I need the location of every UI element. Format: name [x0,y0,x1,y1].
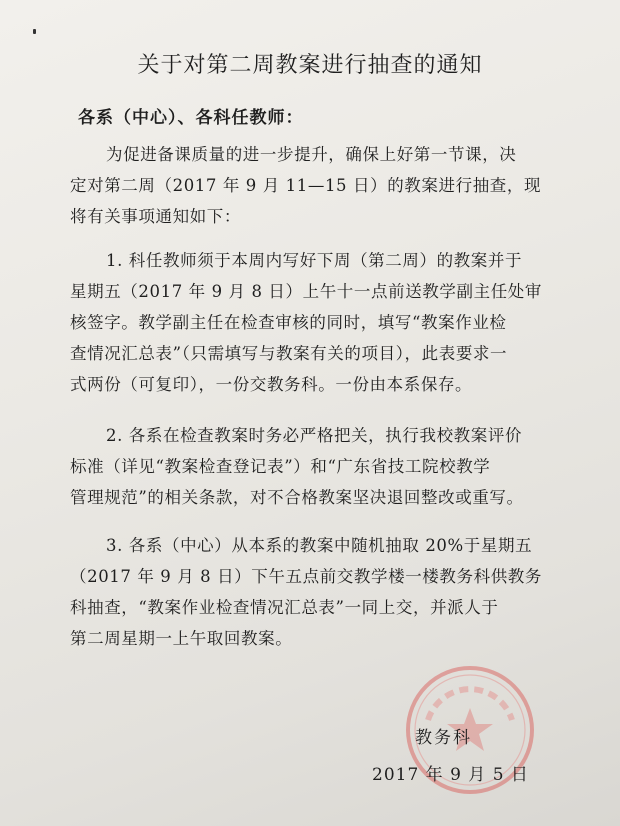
issue-date: 2017 年 9 月 5 日 [372,765,529,785]
item-3-paragraph [70,530,560,654]
item-line: 式两份（可复印），一份交教务科。一份由本系保存。 [70,375,473,394]
item-2-paragraph [70,420,560,513]
intro-paragraph [70,139,560,232]
item-1-paragraph [70,245,560,400]
salutation: 各系（中心）、各科任教师： [78,108,304,128]
item-line: 科抽查，“教案作业检查情况汇总表”一同上交，并派人于 [70,598,499,617]
intro-line: 定对第二周（2017 年 9 月 11—15 日）的教案进行抽查，现 [70,176,542,195]
issuer-signature: 教务科 [415,728,472,748]
item-line: （2017 年 9 月 8 日）下午五点前交教学楼一楼教务科供教务 [70,567,543,586]
item-line: 管理规范”的相关条款，对不合格教案坚决退回整改或重写。 [70,488,524,507]
notice-title: 关于对第二周教案进行抽查的通知 [137,53,483,78]
intro-line: 为促进备课质量的进一步提升，确保上好第一节课，决 [106,145,517,164]
ink-speck [33,29,36,34]
item-line: 查情况汇总表”（只需填写与教案有关的项目），此表要求一 [70,344,508,363]
item-line: 1. 科任教师须于本周内写好下周（第二周）的教案并于 [106,251,523,270]
item-line: 第二周星期一上午取回教案。 [70,629,293,648]
item-line: 星期五（2017 年 9 月 8 日）上午十一点前送教学副主任处审 [70,282,543,301]
item-line: 标准（详见“教案检查登记表”）和“广东省技工院校教学 [70,457,491,476]
item-line: 核签字。教学副主任在检查审核的同时，填写“教案作业检 [70,313,507,332]
item-line: 2. 各系在检查教案时务必严格把关，执行我校教案评价 [106,426,523,445]
item-line: 3. 各系（中心）从本系的教案中随机抽取 20%于星期五 [106,536,533,555]
intro-line: 将有关事项通知如下： [70,207,241,226]
